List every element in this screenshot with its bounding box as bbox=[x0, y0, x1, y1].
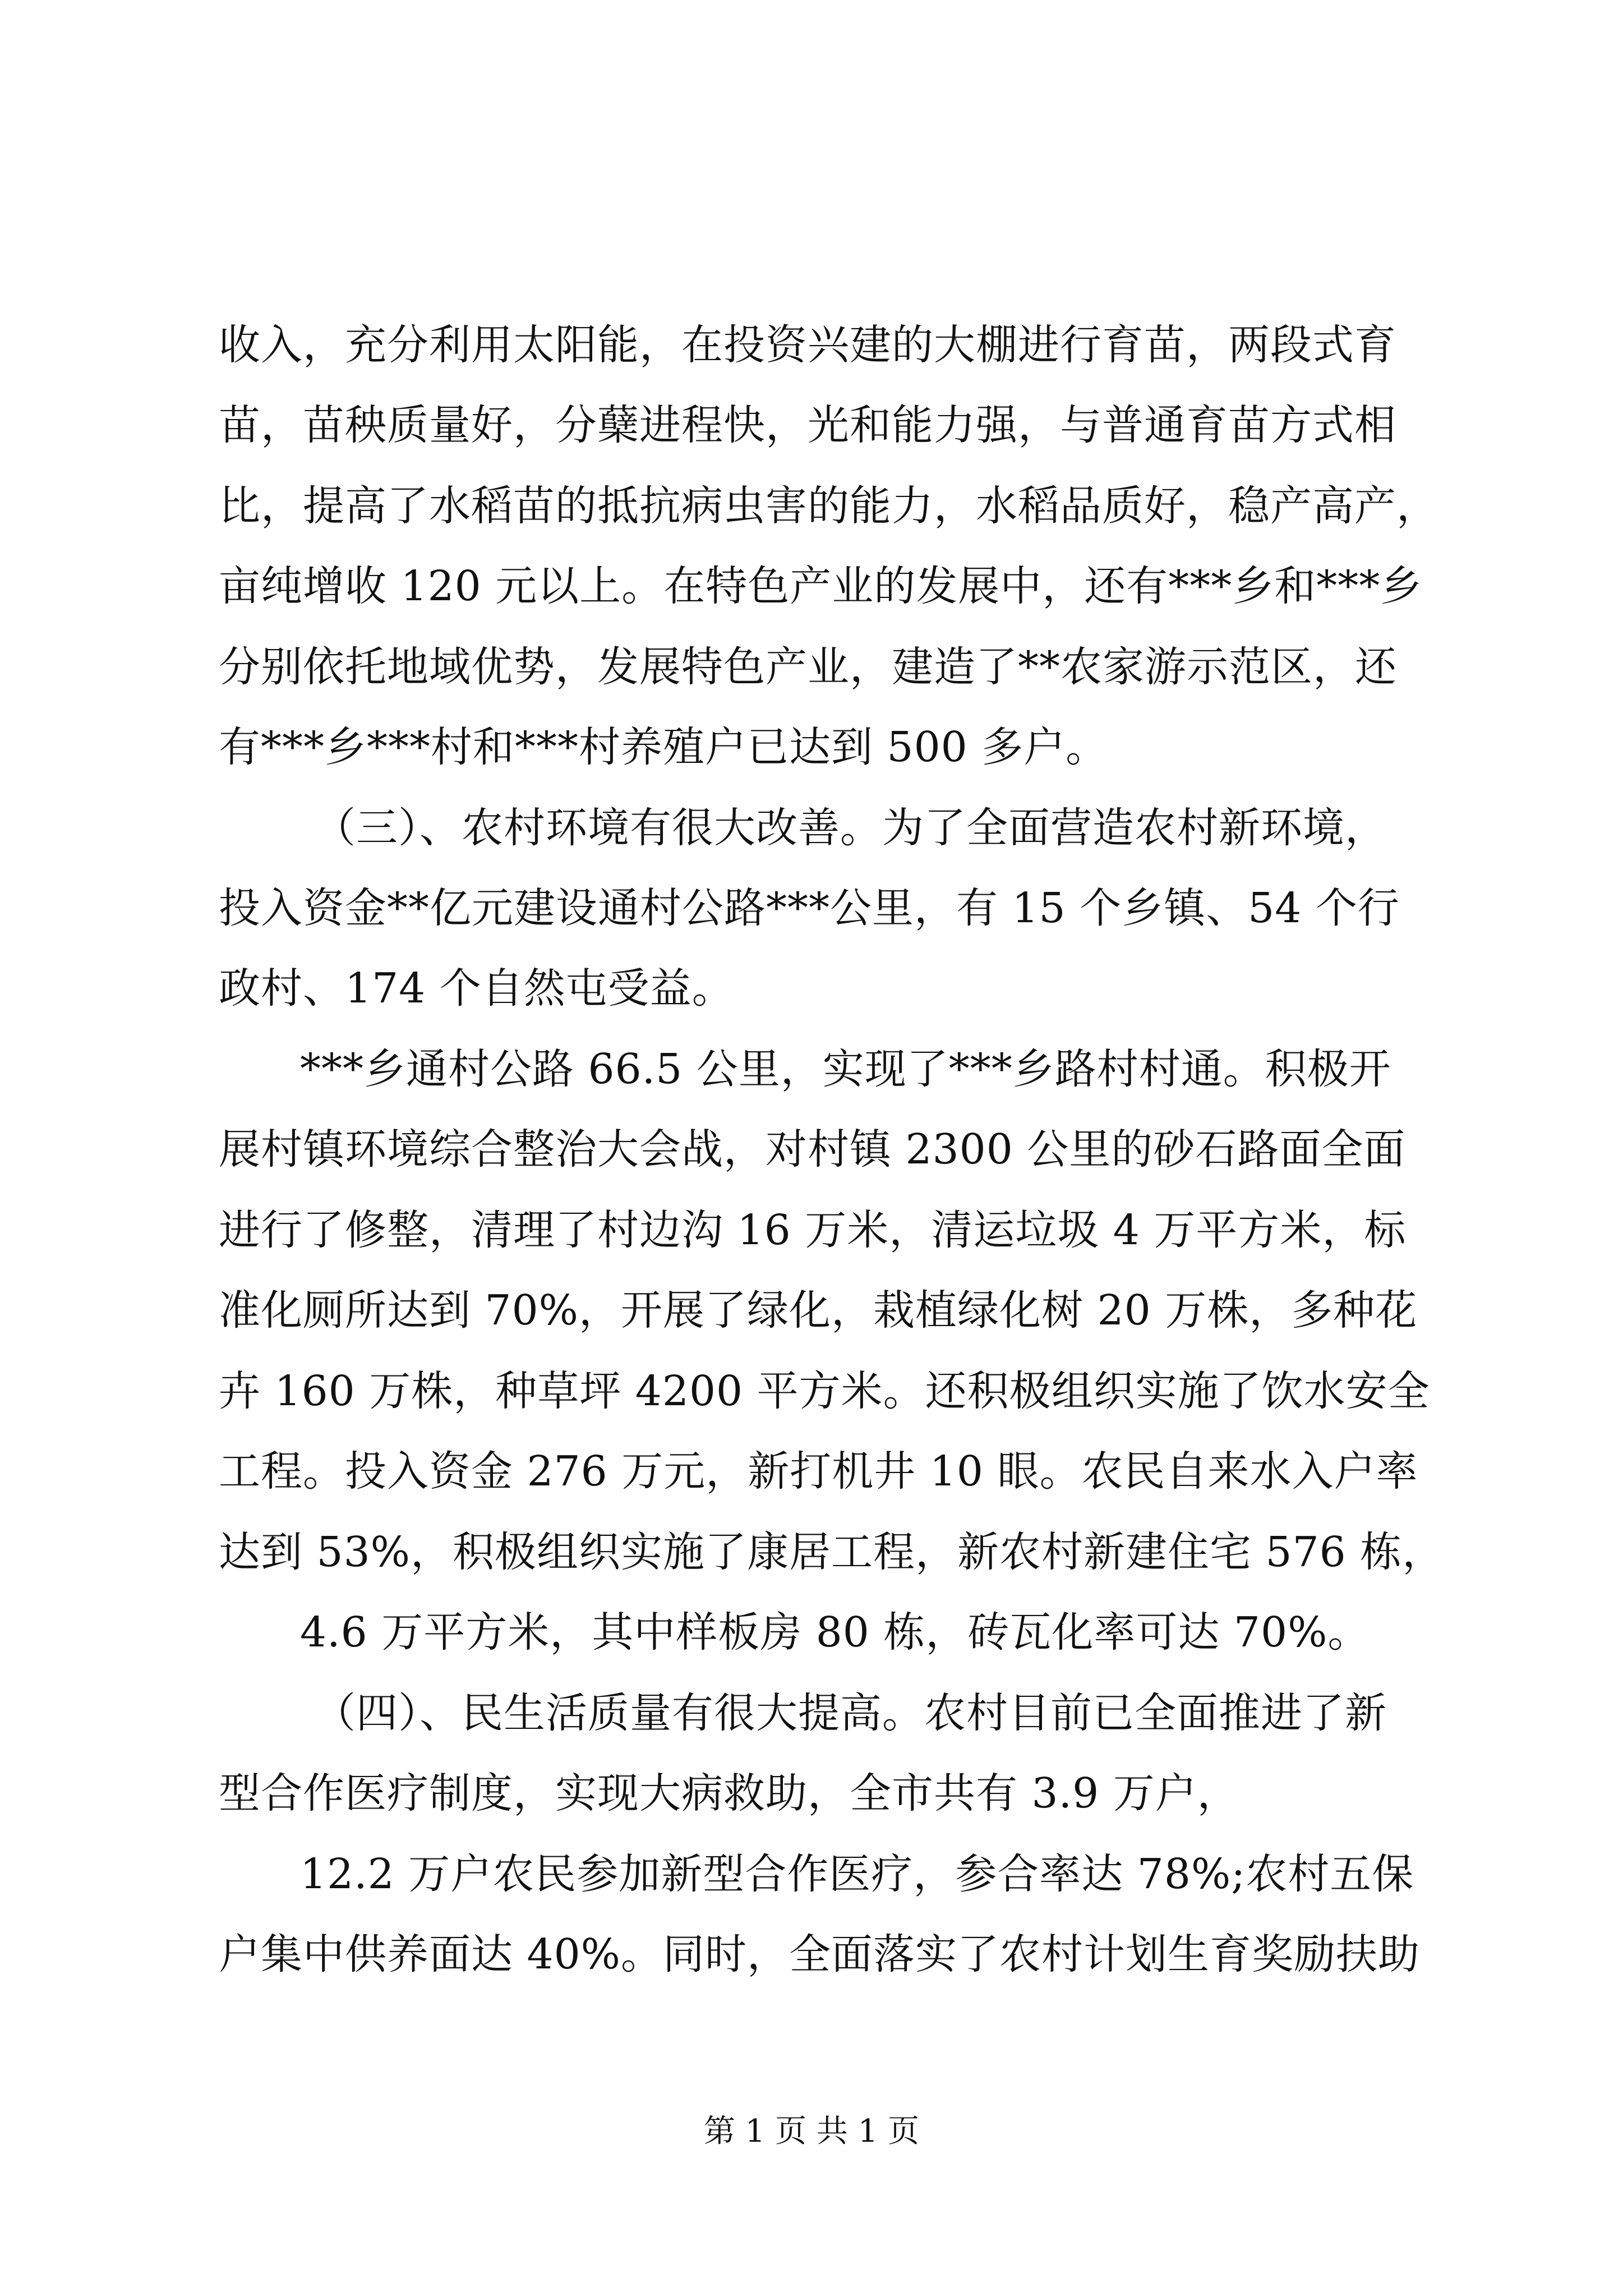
text-line: 4.6 万平方米，其中样板房 80 栋，砖瓦化率可达 70%。 bbox=[300, 1608, 1370, 1657]
text-line: 比，提高了水稻苗的抵抗病虫害的能力，水稻品质好，稳产高产， bbox=[219, 482, 1438, 530]
text-line: 展村镇环境综合整治大会战，对村镇 2300 公里的砂石路面全面 bbox=[219, 1125, 1406, 1174]
page-number-footer: 第 1 页 共 1 页 bbox=[703, 2113, 920, 2150]
text-line: 户集中供养面达 40%。同时，全面落实了农村计划生育奖励扶助 bbox=[219, 1930, 1420, 1978]
text-line: 政村、174 个自然屯受益。 bbox=[219, 964, 734, 1013]
text-line: 准化厕所达到 70%，开展了绿化，栽植绿化树 20 万株，多种花 bbox=[219, 1286, 1418, 1335]
text-line: ***乡通村公路 66.5 公里，实现了***乡路村村通。积极开 bbox=[300, 1045, 1391, 1093]
text-line: 型合作医疗制度，实现大病救助，全市共有 3.9 万户， bbox=[219, 1769, 1239, 1818]
text-line: 12.2 万户农民参加新型合作医疗，参合率达 78%;农村五保 bbox=[300, 1850, 1414, 1898]
text-line: 分别依托地域优势，发展特色产业，建造了**农家游示范区，还 bbox=[219, 643, 1397, 691]
text-line: 投入资金**亿元建设通村公路***公里，有 15 个乡镇、54 个行 bbox=[219, 884, 1400, 932]
text-line: 工程。投入资金 276 万元，新打机井 10 眼。农民自来水入户率 bbox=[219, 1447, 1418, 1496]
text-line: 有***乡***村和***村养殖户已达到 500 多户。 bbox=[219, 723, 1108, 771]
text-line: （三）、农村环境有很大改善。为了全面营造农村新环境， bbox=[314, 804, 1387, 852]
text-line: 达到 53%，积极组织实施了康居工程，新农村新建住宅 576 栋， bbox=[219, 1528, 1445, 1576]
text-line: 卉 160 万株，种草坪 4200 平方米。还积极组织实施了饮水安全 bbox=[219, 1367, 1430, 1415]
text-line: 苗，苗秧质量好，分蘖进程快，光和能力强，与普通育苗方式相 bbox=[219, 401, 1396, 449]
text-line: 亩纯增收 120 元以上。在特色产业的发展中，还有***乡和***乡 bbox=[219, 562, 1423, 610]
text-line: （四）、民生活质量有很大提高。农村目前已全面推进了新 bbox=[314, 1689, 1387, 1737]
text-line: 收入，充分利用太阳能，在投资兴建的大棚进行育苗，两段式育 bbox=[219, 321, 1396, 369]
text-line: 进行了修整，清理了村边沟 16 万米，清运垃圾 4 万平方米，标 bbox=[219, 1206, 1407, 1254]
